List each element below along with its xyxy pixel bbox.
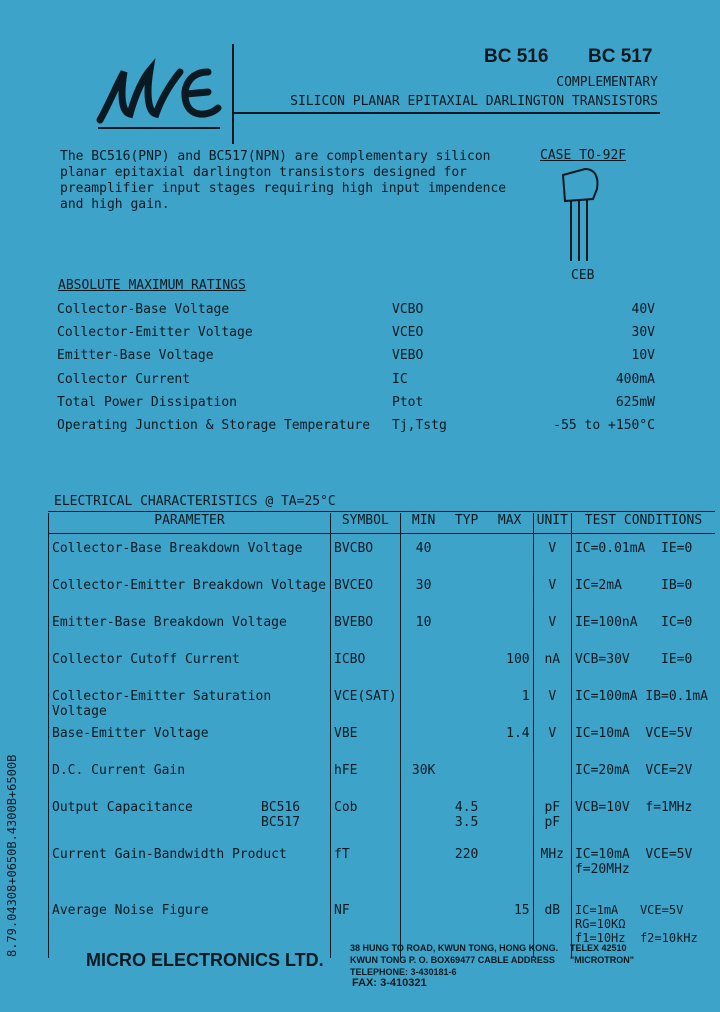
abs-symbol: VCEO — [392, 325, 424, 340]
subtitle-2: SILICON PLANAR EPITAXIAL DARLINGTON TRANSISTORS — [290, 94, 658, 109]
electrical-characteristics-table — [48, 513, 715, 958]
table-row — [49, 793, 716, 840]
cell-param: Collector-Emitter Saturation Voltage — [49, 682, 331, 719]
cell-max — [487, 840, 534, 885]
cell-unit: dB — [533, 885, 571, 958]
abs-param: Emitter-Base Voltage — [57, 348, 214, 363]
cell-param: Base-Emitter Voltage — [49, 719, 331, 756]
cell-unit: nA — [533, 645, 571, 682]
to92-package-icon — [555, 165, 605, 265]
side-code: 8.79.04308+0650B.4300B+6500B — [5, 754, 19, 957]
cell-unit: MHz — [533, 840, 571, 885]
cell-typ: 4.5 3.5 — [454, 800, 479, 830]
cell-param: D.C. Current Gain — [49, 756, 331, 793]
abs-param: Collector-Emitter Voltage — [57, 325, 253, 340]
table-row — [49, 608, 716, 645]
cell-cond: IC=10mA VCE=5V f=20MHz — [571, 840, 715, 885]
header-rule — [234, 112, 660, 114]
cell-param: Average Noise Figure — [49, 885, 331, 958]
intro-line: and high gain. — [60, 197, 170, 212]
cell-max — [487, 793, 534, 840]
company-address — [350, 942, 558, 978]
cell-unit: V — [533, 719, 571, 756]
cell-typ — [447, 645, 487, 682]
cell-min — [400, 682, 447, 719]
abs-symbol: Ptot — [392, 395, 424, 410]
cell-unit: V — [533, 534, 571, 572]
cell-max — [487, 571, 534, 608]
case-title: CASE TO-92F — [540, 148, 627, 163]
cell-cond: VCB=10V f=1MHz — [571, 793, 715, 840]
cell-unit: V — [533, 571, 571, 608]
col-header: PARAMETER — [49, 513, 331, 534]
table-top-rule — [48, 511, 715, 512]
part-number-2: BC 517 — [588, 46, 653, 67]
cell-symbol: Cob — [331, 793, 401, 840]
abs-value: 10V — [631, 348, 655, 363]
abs-symbol: IC — [392, 372, 408, 387]
cell-param: Emitter-Base Breakdown Voltage — [49, 608, 331, 645]
abs-symbol: VCBO — [392, 302, 424, 317]
intro-line: The BC516(PNP) and BC517(NPN) are complementary silicon — [60, 149, 491, 164]
package-drawing — [555, 165, 605, 269]
table-row — [49, 534, 716, 572]
col-header: UNIT — [533, 513, 571, 534]
cell-max: 15 — [513, 903, 530, 918]
table-row — [49, 719, 716, 756]
cell-cond: IC=20mA VCE=2V — [571, 756, 715, 793]
cell-param-group — [49, 793, 331, 840]
cell-typ: 220 — [454, 847, 479, 862]
table-row — [49, 756, 716, 793]
logo-graphic — [90, 42, 230, 137]
address-line: KWUN TONG P. O. BOX69477 CABLE ADDRESS — [350, 955, 555, 965]
table-row — [49, 645, 716, 682]
abs-param: Total Power Dissipation — [57, 395, 238, 410]
fax-number: FAX: 3-410321 — [352, 977, 427, 989]
intro-text — [60, 149, 506, 213]
abs-value: 30V — [631, 325, 655, 340]
cell-symbol: BVCBO — [331, 534, 401, 572]
part-number-1: BC 516 — [484, 46, 549, 67]
elec-heading: ELECTRICAL CHARACTERISTICS @ TA=25°C — [54, 494, 336, 509]
cell-cond: VCB=30V IE=0 — [571, 645, 715, 682]
cell-unit: V — [533, 682, 571, 719]
cell-max: 100 — [506, 652, 530, 667]
cell-min: 40 — [400, 534, 447, 572]
abs-param: Collector-Base Voltage — [57, 302, 230, 317]
cell-max — [487, 756, 534, 793]
cell-min: 30 — [400, 571, 447, 608]
cell-symbol: BVEBO — [331, 608, 401, 645]
cell-typ — [447, 756, 487, 793]
col-header: TEST CONDITIONS — [571, 513, 715, 534]
cell-max: 1.4 — [506, 726, 530, 741]
cell-param: Output Capacitance — [52, 800, 193, 815]
cable-address: "MICROTRON" — [570, 955, 635, 965]
telex: TELEX 42510 — [570, 943, 627, 953]
cell-min: 30K — [400, 756, 447, 793]
cell-min — [400, 793, 447, 840]
intro-line: preamplifier input stages requiring high input impendence — [60, 181, 507, 196]
cell-cond: IC=1mA VCE=5V RG=10KΩ f1=10Hz f2=10kHz — [571, 885, 715, 958]
cell-min — [400, 840, 447, 885]
col-header: SYMBOL — [331, 513, 401, 534]
cell-symbol: NF — [331, 885, 401, 958]
cell-cond: IC=100mA IB=0.1mA — [571, 682, 715, 719]
cell-symbol: BVCEO — [331, 571, 401, 608]
cell-typ — [447, 571, 487, 608]
col-header: TYP — [447, 513, 487, 534]
abs-max-heading: ABSOLUTE MAXIMUM RATINGS — [58, 278, 246, 293]
cell-cond: IE=100nA IC=0 — [571, 608, 715, 645]
table-header-row — [49, 513, 716, 534]
cell-param: Current Gain-Bandwidth Product — [49, 840, 331, 885]
cell-param: Collector-Emitter Breakdown Voltage — [49, 571, 331, 608]
abs-symbol: VEBO — [392, 348, 424, 363]
cell-symbol: VCE(SAT) — [331, 682, 401, 719]
cell-symbol: ICBO — [331, 645, 401, 682]
abs-value: -55 to +150°C — [553, 418, 655, 433]
cell-typ — [447, 682, 487, 719]
logo-divider — [232, 44, 234, 144]
cell-cond: IC=10mA VCE=5V — [571, 719, 715, 756]
address-line: TELEPHONE: 3-430181-6 — [350, 967, 457, 977]
cell-cond: IC=2mA IB=0 — [571, 571, 715, 608]
abs-value: 400mA — [615, 372, 655, 387]
abs-param: Operating Junction & Storage Temperature — [57, 418, 371, 433]
cell-symbol: fT — [331, 840, 401, 885]
abs-symbol: Tj,Tstg — [392, 418, 447, 433]
cell-variant: BC516 BC517 — [261, 800, 301, 830]
pin-label: CEB — [571, 268, 595, 283]
cell-max — [487, 608, 534, 645]
company-logo — [90, 42, 230, 137]
abs-value: 625mW — [615, 395, 655, 410]
address-line: 38 HUNG TO ROAD, KWUN TONG, HONG KONG. — [350, 943, 559, 953]
intro-line: planar epitaxial darlington transistors designed for — [60, 165, 467, 180]
subtitle-1: COMPLEMENTARY — [556, 75, 658, 90]
table-row — [49, 682, 716, 719]
cell-cond: IC=0.01mA IE=0 — [571, 534, 715, 572]
cell-max: 1 — [521, 689, 530, 704]
cell-max — [487, 534, 534, 572]
cell-unit: pF pF — [533, 793, 571, 840]
col-header: MIN — [400, 513, 447, 534]
company-name: MICRO ELECTRONICS LTD. — [86, 950, 324, 970]
company-contact — [570, 942, 634, 966]
col-header: MAX — [487, 513, 534, 534]
cell-unit: V — [533, 608, 571, 645]
cell-param: Collector-Base Breakdown Voltage — [49, 534, 331, 572]
table-row — [49, 571, 716, 608]
cell-typ — [447, 608, 487, 645]
abs-param: Collector Current — [57, 372, 191, 387]
table-row — [49, 840, 716, 885]
cell-param: Collector Cutoff Current — [49, 645, 331, 682]
cell-unit — [533, 756, 571, 793]
cell-symbol: VBE — [331, 719, 401, 756]
cell-min — [400, 719, 447, 756]
cell-typ — [447, 534, 487, 572]
cell-symbol: hFE — [331, 756, 401, 793]
cell-min — [400, 645, 447, 682]
abs-value: 40V — [631, 302, 655, 317]
cell-min: 10 — [400, 608, 447, 645]
cell-typ — [447, 719, 487, 756]
